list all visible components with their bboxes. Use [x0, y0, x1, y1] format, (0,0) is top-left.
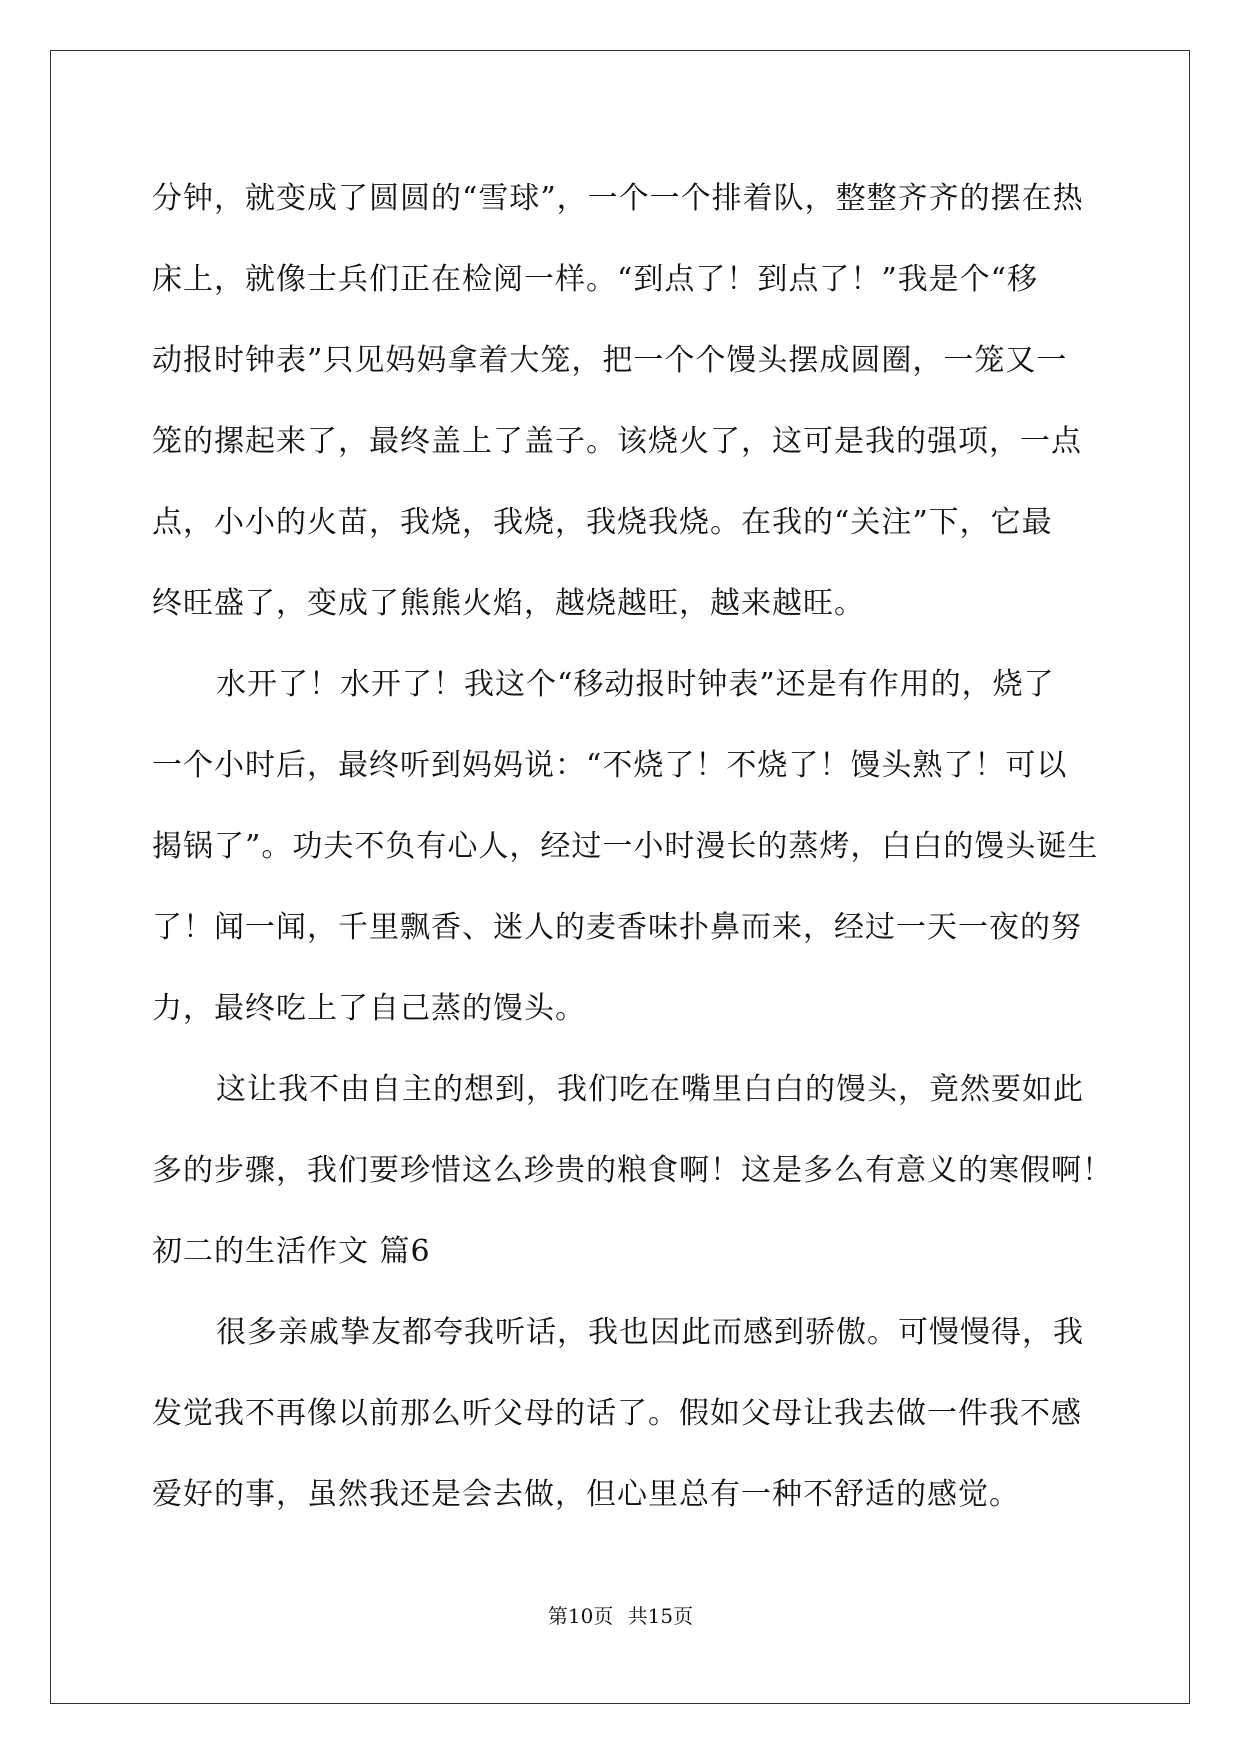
- current-page-number: 第10页: [547, 1604, 614, 1628]
- section-heading: 初二的生活作文 篇6: [152, 1234, 431, 1269]
- text-line-15: 很多亲戚挚友都夸我听话，我也因此而感到骄傲。可慢慢得，我: [216, 1315, 1084, 1350]
- text-line-7: 水开了！水开了！我这个“移动报时钟表”还是有作用的，烧了: [216, 667, 1055, 702]
- text-line-13: 多的步骤，我们要珍惜这么珍贵的粮食啊！这是多么有意义的寒假啊！: [152, 1153, 1113, 1188]
- total-pages: 共15页: [627, 1604, 694, 1628]
- text-line-12: 这让我不由自主的想到，我们吃在嘴里白白的馒头，竟然要如此: [216, 1072, 1084, 1107]
- text-line-17: 爱好的事，虽然我还是会去做，但心里总有一种不舒适的感觉。: [152, 1477, 1020, 1512]
- text-line-6: 终旺盛了，变成了熊熊火焰，越烧越旺，越来越旺。: [152, 586, 865, 621]
- text-line-5: 点，小小的火苗，我烧，我烧，我烧我烧。在我的“关注”下，它最: [152, 505, 1053, 540]
- text-line-16: 发觉我不再像以前那么听父母的话了。假如父母让我去做一件我不感: [152, 1396, 1082, 1431]
- text-line-8: 一个小时后，最终听到妈妈说：“不烧了！不烧了！馒头熟了！可以: [152, 748, 1068, 783]
- text-line-1: 分钟，就变成了圆圆的“雪球”，一个一个排着队，整整齐齐的摆在热: [152, 181, 1084, 216]
- text-line-4: 笼的摞起来了，最终盖上了盖子。该烧火了，这可是我的强项，一点: [152, 424, 1082, 459]
- text-line-9: 揭锅了”。功夫不负有心人，经过一小时漫长的蒸烤，白白的馒头诞生: [152, 829, 1099, 864]
- page-footer: [0, 1600, 1241, 1629]
- text-line-3: 动报时钟表”只见妈妈拿着大笼，把一个个馒头摆成圆圈，一笼又一: [152, 343, 1068, 378]
- text-line-11: 力，最终吃上了自己蒸的馒头。: [152, 991, 586, 1026]
- text-line-2: 床上，就像士兵们正在检阅一样。“到点了！到点了！”我是个“移: [152, 262, 1039, 297]
- document-body: [152, 158, 1113, 1535]
- text-line-10: 了！闻一闻，千里飘香、迷人的麦香味扑鼻而来，经过一天一夜的努: [152, 910, 1082, 945]
